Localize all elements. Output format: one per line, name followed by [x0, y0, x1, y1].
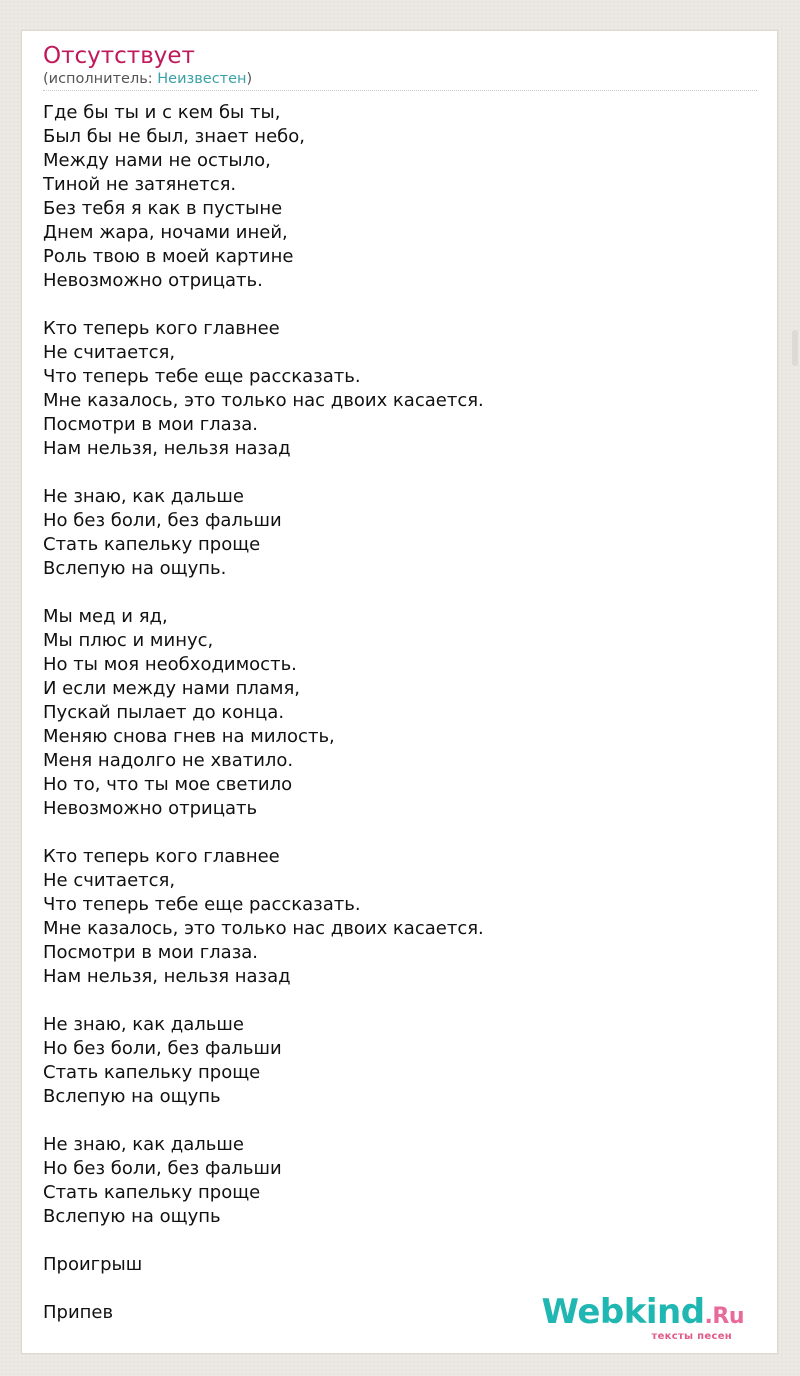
lyrics-line: Мы мед и яд, — [43, 606, 168, 627]
logo-name: Webkind — [541, 1292, 705, 1332]
lyrics-line: Стать капельку проще — [43, 1182, 261, 1203]
lyrics-line: Но без боли, без фальши — [43, 1038, 282, 1059]
lyrics-line: Не знаю, как дальше — [43, 1134, 244, 1155]
lyrics-line: Припев — [43, 1302, 114, 1323]
logo-tld: .Ru — [704, 1304, 744, 1329]
lyrics-stanza — [43, 101, 758, 293]
lyrics-line: Мы плюс и минус, — [43, 630, 214, 651]
lyrics-line: Был бы не был, знает небо, — [43, 126, 305, 147]
lyrics-line: Нам нельзя, нельзя назад — [43, 438, 291, 459]
lyrics-line: Стать капельку проще — [43, 534, 261, 555]
lyrics-stanza — [43, 605, 758, 821]
artist-prefix: (исполнитель: — [43, 71, 158, 87]
lyrics-line: Но без боли, без фальши — [43, 1158, 282, 1179]
lyrics-line: Мне казалось, это только нас двоих касается. — [43, 918, 484, 939]
lyrics-line: Что теперь тебе еще рассказать. — [43, 894, 361, 915]
lyrics-line: Между нами не остыло, — [43, 150, 271, 171]
lyrics-line: Посмотри в мои глаза. — [43, 414, 259, 435]
lyrics-line: Кто теперь кого главнее — [43, 318, 280, 339]
lyrics-line: Что теперь тебе еще рассказать. — [43, 366, 361, 387]
lyrics-line: Не считается, — [43, 870, 176, 891]
lyrics-line: Мне казалось, это только нас двоих касается. — [43, 390, 484, 411]
lyrics-line: Не знаю, как дальше — [43, 1014, 244, 1035]
lyrics-line: Посмотри в мои глаза. — [43, 942, 259, 963]
webkind-logo[interactable] — [542, 1294, 744, 1342]
lyrics-line: Нам нельзя, нельзя назад — [43, 966, 291, 987]
lyrics-line: Где бы ты и с кем бы ты, — [43, 102, 281, 123]
lyrics-body — [43, 101, 758, 1349]
lyrics-line: Меняю снова гнев на милость, — [43, 726, 335, 747]
lyrics-line: Невозможно отрицать — [43, 798, 258, 819]
logo-tagline: тексты песен — [651, 1331, 732, 1342]
lyrics-line: Невозможно отрицать. — [43, 270, 263, 291]
lyrics-line: Пускай пылает до конца. — [43, 702, 285, 723]
lyrics-line: Без тебя я как в пустыне — [43, 198, 283, 219]
lyrics-line: Но без боли, без фальши — [43, 510, 282, 531]
lyrics-line: Вслепую на ощупь — [43, 1086, 221, 1107]
lyrics-stanza — [43, 1013, 758, 1109]
lyrics-line: Вслепую на ощупь — [43, 1206, 221, 1227]
scrollbar-thumb[interactable] — [792, 330, 798, 366]
lyrics-line: Кто теперь кого главнее — [43, 846, 280, 867]
lyrics-line: Не знаю, как дальше — [43, 486, 244, 507]
song-title: Отсутствует — [43, 43, 195, 69]
logo-wordmark — [542, 1294, 744, 1335]
lyrics-line: Роль твою в моей картине — [43, 246, 294, 267]
lyrics-line: Стать капельку проще — [43, 1062, 261, 1083]
artist-link[interactable]: Неизвестен — [157, 71, 247, 87]
lyrics-stanza — [43, 1253, 758, 1277]
lyrics-stanza — [43, 317, 758, 461]
lyrics-line: И если между нами пламя, — [43, 678, 301, 699]
artist-suffix: ) — [246, 71, 253, 87]
lyrics-line: Но ты моя необходимость. — [43, 654, 297, 675]
lyrics-stanza — [43, 485, 758, 581]
lyrics-line: Но то, что ты мое светило — [43, 774, 293, 795]
title-divider — [43, 90, 757, 91]
lyrics-line: Вслепую на ощупь. — [43, 558, 227, 579]
lyrics-line: Меня надолго не хватило. — [43, 750, 294, 771]
lyrics-line: Днем жара, ночами иней, — [43, 222, 288, 243]
artist-line — [43, 69, 252, 89]
lyrics-stanza — [43, 845, 758, 989]
lyrics-line: Не считается, — [43, 342, 176, 363]
lyrics-line: Тиной не затянется. — [43, 174, 237, 195]
lyrics-stanza — [43, 1133, 758, 1229]
lyrics-line: Проигрыш — [43, 1254, 143, 1275]
lyrics-card — [21, 30, 778, 1354]
